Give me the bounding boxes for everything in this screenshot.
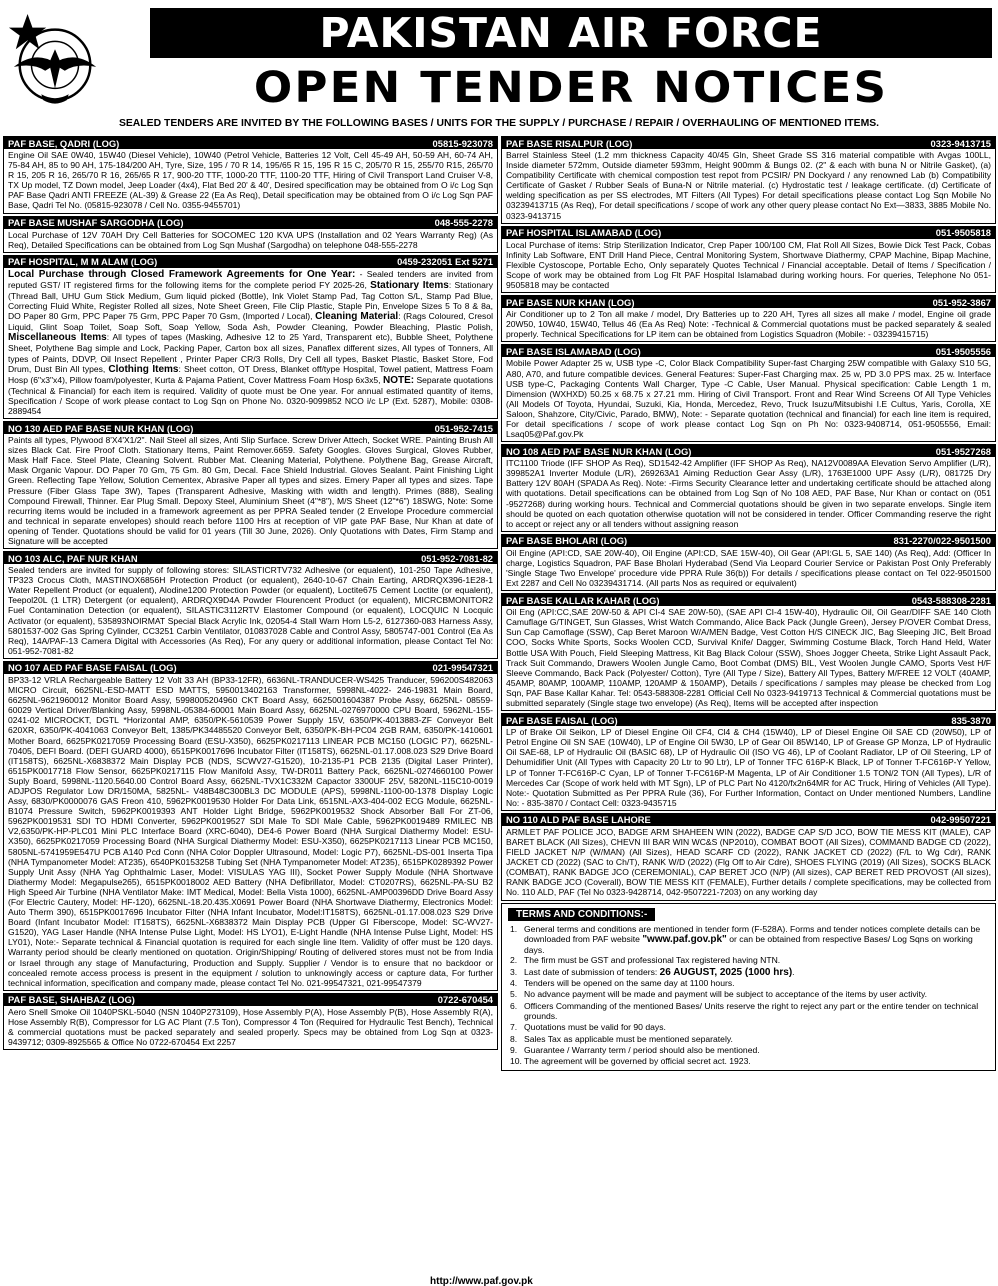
- term-text: [524, 1034, 989, 1045]
- notice-text: : All types of tapes (Masking, Adhesive 12 to 25 Yard, Transparent etc), Bubble Sheet, Polythene Sheet, Polythene Bag simple and Lock, Packing Paper, Carton box all sizes, Panaflex different sizes, All types of Tonners, All types of Paints, DDVP, Oil Insect Repellent , Printer Paper CR/3 Rolls, Dry Cell all types, Basket Plastic, Basket Store, Fod Drum, Dust Bin All types,: [8, 332, 493, 374]
- term-text-post: or can be obtained from respective Bases/ Log Sqns on working days.: [524, 933, 973, 956]
- notice-phone: 051-952-3867: [932, 296, 991, 308]
- notice-header: [502, 445, 995, 457]
- notice-body: Local Purchase of 12V 70AH Dry Cell Batteries for SOCOMEC 120 KVA UPS (Installation and 02 Years Warranty Reg) (As Req), Detailed Specifications can be obtained from Log Sqn Mushaf (Sargodha) on telephone 048-555-2278: [8, 229, 493, 250]
- term-item: [510, 1056, 989, 1067]
- notice-body: Sealed tenders are invited for supply of following stores: SILASTICRTV732 Adhesive (or equalent), 101-250 Tape Adhesive, TP323 Crocus Cloth, MASTINOX6856H Protection Product (or equalent), 2640-10-67 Chain Earting, ARDRQX396-1E28-1 Water Repellent Product (or equalent), Alodine1200 Protection Powder (or equalent), Loctite675 Cement Loctite (or equalent), Teepol20L (1 LTR) Detergent (or equalent), ARDRQX9D4A Powder Flourencent Product (or equalent), MICRCBMONITOR2 Fuel Contamination Detection (or equalent), SILASTIC3112RTV Elastomer Compound (or equalent), LOCQUIC N Locquic Activator (or equalent), 535893NOIRMAT Special Black Acrylic Ink, 02054-4 Stall Warn Horn L5-2, 6127360-083 Harness Assy, 5801537-002 Gas Spring Cylinder, CC3251 Carbin Ventilator, 010837028 Cable and Control Assy, 5805747-001 Control (Ea As Req), 14A/PAF-13 Camera Digital with Accessories (As Req), For any query or additional information, please Contact Tel No: 051-952-7081-82: [8, 565, 493, 656]
- notice-unit: PAF HOSPITAL ISLAMABAD (LOG): [506, 227, 662, 239]
- notice-body: Air Conditioner up to 2 Ton all make / model, Dry Batteries up to 220 AH, Tyres all sizes all make / model, Engine oil grade 20W50, 10W40, 15W40, Tellus 46 (Ea As Req) Note: -Technical & Commercial quotations must be packed separately & sealed properly. Technical Specifications for LP item can be obtained from Logistics Squadron (Mobile: - 03239415715): [506, 309, 991, 340]
- notice-unit: PAF BASE BHOLARI (LOG): [506, 535, 628, 547]
- notice-body: ARMLET PAF POLICE JCO, BADGE ARM SHAHEEN WIN (2022), BADGE CAP S/D JCO, BOW TIE MESS KIT (MALE), CAP BARET BLACK (All Sizes), CHEVN III BAR WIN WC&S (NP2010), COMBAT BOOT (All Sizes), COMMAND BADGE CD (2022), FIELD JACKET N/P (W/MAN) (All Sizes), HEAD SCARF CD (2022), RANK JACKET CD (2022) (F/L to Wg Cdr), RANK JACKET CD (2022) (SAC to Ch/T), RANK W/D (2022) (Flg Off to Air Cdre), SHOES FLYING (2019) (All Sizes), SOCKS BLACK (COMBAT), RANK BADGE JCO (CEREMONIAL), CAP BERET JCO (N/P) (All sizes), CAP BERET RED PROVOST (All sizes), RANK BADGE JCO (Coverall), BOW TIE MESS KIT (FEMALE), Further details / complete specifications, may be collected from No. 110 ALD, PAF (Tel No 0323-9428714, 042-9507221-7203) on any working day: [506, 826, 991, 898]
- notice-phone: 051-952-7081-82: [421, 552, 493, 564]
- notice-body: [4, 268, 497, 418]
- term-number: 8.: [510, 1033, 518, 1044]
- notice-unit: NO 130 AED PAF BASE NUR KHAN (LOG): [8, 422, 194, 434]
- term-text: [524, 1022, 989, 1033]
- footer-url[interactable]: http://www.paf.gov.pk: [430, 1276, 533, 1286]
- term-text-pre: Tenders will be opened on the same day at 1100 hours.: [524, 978, 735, 989]
- notice-kallar-kahar: [501, 593, 996, 711]
- notice-unit: PAF HOSPITAL, M M ALAM (LOG): [8, 256, 158, 268]
- notice-header: [502, 227, 995, 239]
- notice-header: [502, 345, 995, 357]
- section-label: Miscellaneous Items: [8, 332, 107, 344]
- notice-body: ITC1100 Triode (IFF SHOP As Req), SD1542-42 Amplifier (IFF SHOP As Req), NA12V0089AA Elevation Servo Amplifier (L/R), 399852A1 Inverter Module (L/R), 269263A1 Aiming Reduction Gear Assy (L/R), 1763E1000 UPF Assy (L/R), 081725 Dry Battery 12V 80AH (SPADA As Req). Note: -Firms Security Clearance letter and undertaking certificate should be attached along with quotations. Detail specifications can be obtained from Log Sqn of No 108 AED, PAF Base, Nur Khan or contact on (051 -9527268) during working hours. Technical and Commercial quotations should be given in two separate envelops. Single item should be quoted on each quotation otherwise quotation will not be considered in tender. Officer Commanding reserve the right to accept or reject any or all tenders without assigning reason: [506, 458, 991, 529]
- section-label: NOTE:: [382, 374, 415, 386]
- notice-unit: NO 110 ALD PAF BASE LAHORE: [506, 814, 651, 826]
- notice-header: [502, 714, 995, 726]
- notice-text: : Sheet cotton, OT Dress, Blanket off/type Hospital, Towel patient, Mattress Foam Hosp (6"x3"x4), Pillow foam/polyester, Kurta & Pajama Patient, Cover Mattress Foam Hosp 6x3x5,: [8, 363, 493, 385]
- intro-text: SEALED TENDERS ARE INVITED BY THE FOLLOWING BASES / UNITS FOR THE SUPPLY / PURCHASE / REPAIR / OVERHAULING OF MENTIONED ITEMS.: [118, 118, 880, 129]
- term-text-pre: Last date of submission of tenders:: [524, 966, 660, 977]
- notice-unit: PAF BASE, QADRI (LOG): [8, 137, 120, 149]
- right-column: [501, 136, 996, 1071]
- term-text: [524, 955, 989, 966]
- term-item: [510, 1034, 989, 1045]
- notice-phone: 051-952-7415: [434, 422, 493, 434]
- term-text-pre: General terms and conditions are mentioned in tender form (F-528A). Forms and tender notices complete details can be downloaded from PAF website: [524, 923, 981, 944]
- notice-header: [502, 535, 995, 547]
- notice-mushaf: [3, 216, 498, 253]
- notice-hospital-islamabad: [501, 226, 996, 293]
- notice-body: Oil Engine (API:CD, SAE 20W-40), Oil Engine (API:CD, SAE 15W-40), Oil Gear (API:GL 5, SAE 140) (As Req), Add: (Officer In charge, Logistics Squadron, PAF Base Bholari Hyderabad (Send Via Leopard Courier Service or Pakistan Post Only Preferably 'Single Stage Two Envelope' procedure vide PPRA Rule 36(b)) For details / specifications please contact on Tel 022-9501500 Ext 2287 and Cell No 03239431714. (All parts Nos as required or equivalent): [506, 547, 991, 589]
- term-number: 10.: [510, 1056, 522, 1067]
- notice-phone: 0459-232051 Ext 5271: [397, 256, 493, 268]
- terms-and-conditions: [501, 903, 996, 1072]
- term-item: [510, 978, 989, 989]
- subtitle-banner: [150, 62, 992, 114]
- term-text-pre: No advance payment will be made and payment will be subject to acceptance of the items by user activity.: [524, 989, 927, 1000]
- term-item: [510, 1001, 989, 1023]
- notice-aed-130: [3, 421, 498, 549]
- section-label: Clothing Items: [108, 363, 179, 375]
- notice-header: [502, 814, 995, 826]
- notice-unit: PAF BASE FAISAL (LOG): [506, 714, 618, 726]
- notice-faisal: [501, 713, 996, 811]
- term-highlight: 26 AUGUST, 2025 (1000 hrs): [659, 966, 793, 978]
- notice-text: : (Rags Coloured, Cresol Liquid, Glint Soap Toilet, Soap Soft, Soap Yellow, Soda Ash, Powder Cleaning, Powder Bleaching, Plastic Polish,: [8, 311, 493, 333]
- term-number: 7.: [510, 1022, 518, 1033]
- notice-header: [4, 662, 497, 674]
- notice-unit: PAF BASE, SHAHBAZ (LOG): [8, 994, 135, 1006]
- terms-heading: TERMS AND CONDITIONS:-: [508, 908, 655, 921]
- notice-text: Separate quotations (Technical & Financial) for each item is required. Validity of quote must be One year. For annual estimated quantity of items, Specification / Scope of work please contact to Log Sqn on Phone No. 0320-9099852 NCO i/c LP (Ext. 5287), Mobile: 0308-2889454: [8, 374, 493, 416]
- notice-header: [4, 256, 497, 268]
- notice-aed-108: [501, 444, 996, 532]
- term-text-pre: Quotations must be valid for 90 days.: [524, 1022, 666, 1033]
- notice-hospital-mm-alam: [3, 255, 498, 419]
- term-text: [524, 1045, 989, 1056]
- notice-header: [4, 552, 497, 564]
- term-number: 9.: [510, 1044, 518, 1055]
- term-number: 1.: [510, 923, 518, 934]
- notice-phone: 051-9527268: [935, 445, 991, 457]
- notice-body: LP of Brake Oil Seikon, LP of Diesel Engine Oil CF4, Cl4 & CH4 (15W40), LP of Diesel Engine Oil SAE CD (20W50), LP of Petrol Engine Oil SN SAE (10W40), LP of Engine Oil 5W30, LP of Gear Oil 85W140, LP of Grease GP Monza, LP of Hydraulic Oil SAE-68, LP of Hydraulic Oil (BASIC 68), LP of Hydraulic Oil (ISO VG 46), LP of Coolant Radiator, LP of Oil Steering, LP of Dehumidifier Unit (All Types with Capacity 20 Ltr to 90 Ltr), LP of Tonner TFC 616P-K Black, LP of Tonner T-FC616P-Y Yellow, LP of Tonner T-FC616P-C Cyan, LP of Tonner T-FC616P-M Magenta, LP of Air Conditioner 1.5 TON/2 TON (All Types), L/R of Mercedes Car (Scope of work held with MT Sgn), LP of PLC Part No 4120/fx2n64MR for AC Truck, Hiring of Vehicles (All Type). Note:- Quotation Submitted as Per PPRA Rule (36), For Further Information, Contact on Under mentioned Numbers, Landline No: - 835-3870 / Contact Cell: 0323-9435715: [506, 727, 991, 808]
- notice-header: [4, 422, 497, 434]
- notice-header: [502, 296, 995, 308]
- notice-unit: PAF BASE KALLAR KAHAR (LOG): [506, 594, 660, 606]
- header: [0, 0, 998, 118]
- notice-body: BP33-12 VRLA Rechargeable Battery 12 Volt 33 AH (BP33-12FR), 6636NL-TRANDUCER-WS425 Tranducer, 596200S482063 MICRO Circuit, 6625NL-ESD-MATT ESD MATTS, 5950013402163 Transformer, 5998NL-4022- 246-19831 Main Board, 6625NL-9621960012 Monitor Board Assy, 5998005204960 CKT Board Assy, 6625001604387 Probe Assy, 6625NL- 08559-60029 Vertical Driver/Blanking Assy, 5998NL-05384-60001 Main Board Assy, 6625NL-0276970000 CPU Board, 5962NL-155-0241-02 MICROCKT, DGTL *Horizontal AMP, 6350/PK-5610539 Power Supply 15V, 6350/PK-4013883-ZF Conveyor Belt 620XR, 6350/PK-4041063 Conveyor Belt, 1385/PK34485520 Conveyor Belt, 6350/PK-BH-PC04 2GB RAM, 6350/PK-1410601 Mother Board, 6625PK0217059 Processing Board (ESU-X350), 6625PK0217113 LINEAR PCB MC150 (LOGIC P7), 6625NL-70405, DEFI Board. (DEFI GUARD 4000), 6515PK0017696 Incubator Filter (IT158TS), 6625NL-01.17.008.023 S29 Drive Board (IT158TS), 6625NL-X6838372 Main Display PCB (NDS, SCWV27-G1520), 10-2135-P1 PCB 2135 (Digital Laser Printer), 6515PK0017718 Flow Sensor, 6625PK0217115 Flow Manifold Assy, TW-DR011 Battery Pack, 6625NL-0274660100 Power Suply Board, 5998NL-1120.5640.00 Control Board Assy, 6625NL-TVX1C332M Capactor 3300UF 25V, 5820NL-115C10-0019 ADJPOS Regulator Low DR/150MA, 5825NL- V48B48C300BL3 DC MODULE (APS), 5998NL-1100-00-1378 Display Logic Assy, 6830/PK0000076 GAS Freon 410, 5962PK0019530 Holder For Data Link, 6515NL-AX3-404-002 ECG Module, 6625NL-B1074 Pressure Switch, 5962PK0019393 ANT Holder Light Bridge, 5962PK0019532 Shock Absorber Ball For ZT-06, 5962PK0019531 SDI TO HDMI Converter, 5962PK0019527 SDI Male To SDI Male Cable, 5962PK0019489 RMILEC NB V2,6350/PK-HP-PLC01 Mini PLC Interface Board (XRC-6040), DE4-6 Power Board (NHA Surgical Diathermy Model: ESU-X350), 6625PK0217059 Processing Board (NHA Surgical Diathermy Model: ESU-X350), 6625PK0217113 Linear PCB MC150, 5805NL-5741959E547U PCB A140 Pcd Conn (NHA Color Doppler Ultrasound, Model: Logic P7), 6625NL-DS-001 Inserta Tipa (NHA Tympanometer Model: AT235), 6540PK0153258 Tubing Set (NHA Tympanometer Model: AT235), 6515PK0289392 Power Supply Unit Assy (NHA Yag Ophthalmic Laser, Model: VISULAS YAG III), Socket Power Supply Module (NHA Shortwave Diathermy Model: Megapulse265), 6515PK0018002 AED Battery (NHA Defibrillator, Model: CT0207RS), 6625NL-PA-SU B2 High Speed Air Turbine (NHA Ventilator Make: IMT Medical, Model: Bella Vista 1000), 6625NL-AMP00396DD Drive Board Assy (For Electric Cautery, Model: HF-120), 6625NL-18.20.435.X0691 Power Board (NHA Shortwave Diathermy, Electronics Model: Auto Therm 390), 6515PK0017696 Incubator Filter (NHA Infant Incubator, Model:IT158TS), 6625NL-01.17.008.023 S29 Drive Board (Infant Incubator Model: IT158TS), 6625NL-X6838372 Main Display PCB (Upper GI Fiberscope, Model: SC-WV27-G1520), YAG Laser Handle (NHA Intense Pulse Light, Model: HS LYO1), E-Light Handle (NHA Intense Pulse Light, Model: HS LY01), Note:- Separate technical & Financial quotation is required for each single line Item. Validity of offer must be 120 days. Warranty period should be clearly mentioned on quotation. Origin/Shipping/ Routing of delivered stores must not be from India or Israel through any stage of Manufacturing, Production and Supply. Supplier / Vendor is to ensure that no backdoor or concealed remote access process is present in the equipment / solution to unknowingly access or capture data, For further technical information, specification and company made, please contact Tel No. 021-99547321, 021-99547379: [8, 674, 493, 988]
- notice-alc-103: [3, 551, 498, 659]
- notice-body: Paints all types, Plywood 8'X4'X1/2". Nail Steel all sizes, Anti Slip Surface. Screw Driver Attech, Socket WRE. Painting Brush All sizes Black Cat. Fire Proof Cloth. Stationary Items, Paint Remover.6659. Safety Googles. Gloves Surgical, Gloves Rubber, Mask Half Face. Steel Plate, Cleaning Solvent. Rubber Mat. Cleaning Material, Polythene. Polythene Bag, Grease Aircraft, Mask Organic Vapour. DO Paper 70 Gm, 75 Gm. 80 Gm, Decal. Face Shield Industrial. Gloves Sealant. Paint Finishing Light Green. Reflecting Tape Yellow, Solution Cementex, Abrasive Paper all types and sizes. Emery Paper all types and sizes. Tape Pressure (Fiber Glass Tape 3W), Tapes (Transparent Adhesive, Masking with width and length). Primes (888), Sealing Compound Firewall, Thinner. Ear Plug Small. Depoxy Steel, Aluminium Sheet (4"*8"), M/S Sheet (12"*6") 18SWG, Note: Some recurring items would be included in a framework agreement as per PPRA Sealed tender (2 Envelope Procedure commercial and technical in separate envelopes) should reach before 1100 Hrs at reception of VIP gate PAF Base, Nur Khan at date of opening of Tender. Quotations should be valid for 01 years (Till 30 June, 2026). Only Quotations with Dates, Firm Stamp and Signature will be accepted: [8, 435, 493, 546]
- notice-header: [4, 137, 497, 149]
- term-text: [524, 989, 989, 1000]
- notice-phone: 0543-588308-2281: [911, 594, 991, 606]
- notice-unit: NO 103 ALC, PAF NUR KHAN: [8, 552, 138, 564]
- page-title: PAKISTAN AIR FORCE: [319, 9, 823, 57]
- notice-header: [4, 994, 497, 1006]
- notice-unit: PAF BASE MUSHAF SARGODHA (LOG): [8, 217, 184, 229]
- term-item: [510, 924, 989, 956]
- notice-phone: 051-9505818: [935, 227, 991, 239]
- section-label: Cleaning Material: [315, 311, 399, 323]
- notice-risalpur: [501, 136, 996, 224]
- notice-phone: 048-555-2278: [434, 217, 493, 229]
- term-text-pre: Guarantee / Warranty term / period should also be mentioned.: [524, 1044, 760, 1055]
- notice-header: [502, 594, 995, 606]
- term-number: 3.: [510, 966, 518, 977]
- notice-nur-khan: [501, 295, 996, 342]
- term-item: [510, 1022, 989, 1033]
- notice-aed-107: [3, 661, 498, 991]
- notice-unit: NO 107 AED PAF BASE FAISAL (LOG): [8, 662, 177, 674]
- section-label: Stationary Items: [370, 279, 449, 291]
- notice-bholari: [501, 534, 996, 591]
- term-text: [524, 1056, 989, 1067]
- term-text-post: .: [792, 966, 795, 977]
- notice-unit: PAF BASE NUR KHAN (LOG): [506, 296, 635, 308]
- notice-unit: PAF BASE RISALPUR (LOG): [506, 137, 633, 149]
- notice-phone: 042-99507221: [930, 814, 991, 826]
- notice-islamabad: [501, 344, 996, 442]
- term-text-pre: Sales Tax as applicable must be mentioned separately.: [524, 1033, 733, 1044]
- term-number: 5.: [510, 989, 518, 1000]
- term-highlight: "www.paf.gov.pk": [642, 933, 727, 945]
- notice-lead: Local Purchase through Closed Framework Agreements for One Year:: [8, 268, 356, 280]
- paf-emblem-icon: [6, 6, 104, 114]
- term-item: [510, 989, 989, 1000]
- notice-shahbaz: [3, 993, 498, 1050]
- notice-body: Mobile Power Adapter 25 w, USB type -C, Color Black Compatibility Super-fast Charging 25W compatible with Galaxy S10 5G, A80, A70, and future compatible devices. General Features: Super-Fast Charging max. 25 w, PD 3.0 PPS max. 25 w. Interface USB type-C, Packaging Contents Wall Charger, Type -C Cable, User Manual. Physical specification: Cable Length 1 m, Dimension (WXHXD) 50.25 x 68.75 x 27.21 mm. Hiring of Civil Transport. Front and Rear Wind Screens Of All Type Vehicles (All Models Of Toyota, Hyundai, Suzuki, Kia, Honda, Mercedez, Revo, Truck Isuzu/Mitsubishi I.E Cultus, Yaris, Corolla, XE Saloon, Shahzore, City/Civic, Parado, BMW), Note: - Separate quotation (technical and financial) for each line item is required, For detail specifications / scope of work please contact Log Sqn on Ph No: 0323-9408714, 051-9505556, Email: Lsaq05@Paf.gov.Pk: [506, 358, 991, 440]
- notice-body: Engine Oil SAE 0W40, 15W40 (Diesel Vehicle), 10W40 (Petrol Vehicle, Batteries 12 Volt, Cell 45-49 AH, 50-59 AH, 60-74 AH, 75-84 AH, 85 to 90 AH, 175-184/200 AH, Tyre, Size, 195 / 70 R 14, 195/65 R 15, 195 R 15 C, 205/70 R 15, 255/70 R15, 265/70 R 15, 205 R 16, 265/70 R 16, 265/65 R 17, 900-20 TTF, 1000-20 TTF, 1100-20 TTF, Hiring of Civil Transport Land Cruiser V-8, TX Up model, TZ Down model, Jeep Loader (4x4), Flat Bed 20' & 40', Desired specification may be obtained from O i/c Log Sqn PAF Base Qadri ANTI FREEZE (AL-39) & Grease 22 (Ea As Req), Detail specification may be obtained from O i/c Log Sqn PAF Base, Qadri Tel No. (05815-923078 / Cell No. 0355-9455701): [8, 150, 493, 211]
- notice-text: : Stationary (Thread Ball, UHU Gum Stick Medium, Gum liquid picked (Bottle), Ink Violet Stamp Pad, Tag Cotton S/L, Stamp Pad Blue, Correcting Fluid White, Register Rolled all sizes, Note Sheet Green, File Clip Plastic, Staple Pin, Envelope Sizes 5 To 8 & 8a, DO Paper 80 Grm, PPC Paper 75 Grm, PPC Paper 70 Gsm, (Imported / Local),: [8, 279, 493, 322]
- term-text: [524, 978, 989, 989]
- notice-ald-110: [501, 813, 996, 901]
- page-subtitle: OPEN TENDER NOTICES: [253, 63, 889, 113]
- term-text: [524, 924, 989, 956]
- notice-unit: NO 108 AED PAF BASE NUR KHAN (LOG): [506, 445, 692, 457]
- notice-body: Local Purchase of items: Strip Sterilization Indicator, Crep Paper 100/100 CM, Flat Roll All Sizes, Bowie Dick Test Pack, Cobas Infinity Lab Software, ENT Drill Hand Piece, Central Monitoring System, Shortwave Diathermy, CPAP Machine, Bipap Machine, Flexible Cystoscope, Portable Echo, Only separately Quotes Technical / Financial acceptable. Detail of Items / Specification / Scope of work may be obtained from Log Flt PAF Hospital Islamabad during working hours. For queries, Telephone No 051-9505818 may be contacted: [506, 239, 991, 291]
- notice-unit: PAF BASE ISLAMABAD (LOG): [506, 345, 641, 357]
- term-text-pre: Officers Commanding of the mentioned Bases/ Units reserve the right to reject any part or the entire tender on technical grounds.: [524, 1000, 979, 1021]
- term-text-pre: The firm must be GST and professional Tax registered having NTN.: [524, 955, 781, 966]
- term-number: 6.: [510, 1000, 518, 1011]
- terms-list: [502, 922, 995, 1071]
- term-text-pre: The agreement will be governed by official secret act. 1923.: [524, 1056, 751, 1067]
- left-column: [3, 136, 498, 1052]
- term-item: [510, 967, 989, 978]
- notice-body: Oil Eng (API:CC,SAE 20W-50 & API CI-4 SAE 20W-50), (SAE API CI-4 15W-40), Hydraulic Oil, Oil Gear/DIFF SAE 140 Cloth Camuflage G/TINGET, Sun Glasses, Wrist Watch Commando, Alice Back Pack (Jungle Green), Jersey P/OVER Combat Dress, Sun Cap Camoflage (SSW), Cap Beret Maroon W/A/MEN Badge, Vest Cotton H/S CINECK JIC, Bag Sleeping JIC, Belt Broad COO, Socks White Sports, Socks Woolen CCD, Survival Knife/ Dagger, Swimming Costume Black, Torch Hand Held, Water Bottle USA With Pouch, Field Sleeping Mattress, Kit Bag Black Colour (SSW), Shoes Jogger Cheeta, Strike Light Assault Pack, Track Suit Commando, Drawers Woolen Jungle Camo, Boot Combat (DMS) BIL, Vest Woolen Jungle CAMO, Sports Vest H/F Sleeve Commando, Back Pack (Polyester/ Cotton), Tyre (All Type / Size), Battery All Types, Battery M/FREE 12 VOLT (40AMP, 45AMP, 80AMP, 100AMP, 110AMP, 120AMP & 150AMP), Details / specifications / samples may please be checked from Log Sqn, PAF Base Kallar Kahar. Tel: 0543-588308-2281 Official Cell No 0323-9419713 Technical & Commercial quotations must be submitted separately (Single stage two envelope) (As Req), Items will be accepted after inspection: [506, 607, 991, 709]
- notice-phone: 021-99547321: [432, 662, 493, 674]
- notice-phone: 0722-670454: [437, 994, 493, 1006]
- term-item: [510, 1045, 989, 1056]
- term-number: 2.: [510, 955, 518, 966]
- term-item: [510, 955, 989, 966]
- notice-text: - Sealed tenders are invited from reputed GST/ IT registered firms for the following items for the complete period FY 2025-26,: [8, 268, 493, 290]
- term-text: [524, 967, 989, 978]
- title-banner: [150, 8, 992, 58]
- notice-phone: 835-3870: [951, 714, 991, 726]
- term-text: [524, 1001, 989, 1023]
- notice-body: Aero Snell Smoke Oil 1040PSKL-5040 (NSN 1040P273109), Hose Assembly P(A), Hose Assembly P(B), Hose Assembly R(A), Hose Assembly R(B), Compressor for LG AC Plant (7.5 Ton), Compressor 4 Ton (Required for Hydraulic Test Bench), Technical & commercial quotations must be packed separately and sealed properly. Specs may be obtained from Log Sqn at 0323-9439712; 0309-8925565 & Office No 0722-670454 Ext 2257: [8, 1006, 493, 1048]
- notice-phone: 0323-9413715: [930, 137, 991, 149]
- notice-header: [4, 217, 497, 229]
- notice-phone: 05815-923078: [432, 137, 493, 149]
- term-number: 4.: [510, 978, 518, 989]
- notice-phone: 051-9505556: [935, 345, 991, 357]
- notice-phone: 831-2270/022-9501500: [893, 535, 991, 547]
- notice-qadri: [3, 136, 498, 214]
- notice-header: [502, 137, 995, 149]
- notice-body: Barrel Stainless Steel (1.2 mm thickness Capacity 40/45 Gln, Sheet Grade SS 316 material compatible with Avgas 100LL, Inside diameter 572mm, Outside diameter 593mm, Height 900mm & Bungs 02. (2" & each with buna N or Nitrile Gasket), (a) Compatibility Certificate with chemical compostion test repot from PCSIR/ PN Dockyard / any renowned Lab (b) Compatibility Certificate of Gasket / Rubber Seals of Buna-N or Nitrile material. (c) Hydrostatic test / leakage certificate. (d) Certificate of welding specification as per SS electrodes, MT Filters (All Types) For detail specifications please contact Log Sqn Mobile No 03239413715 (As Req), For detail specifications / scope of work any other query please contact No Ext—3833, 3885 Mobile No. 0323-9413715: [506, 150, 991, 221]
